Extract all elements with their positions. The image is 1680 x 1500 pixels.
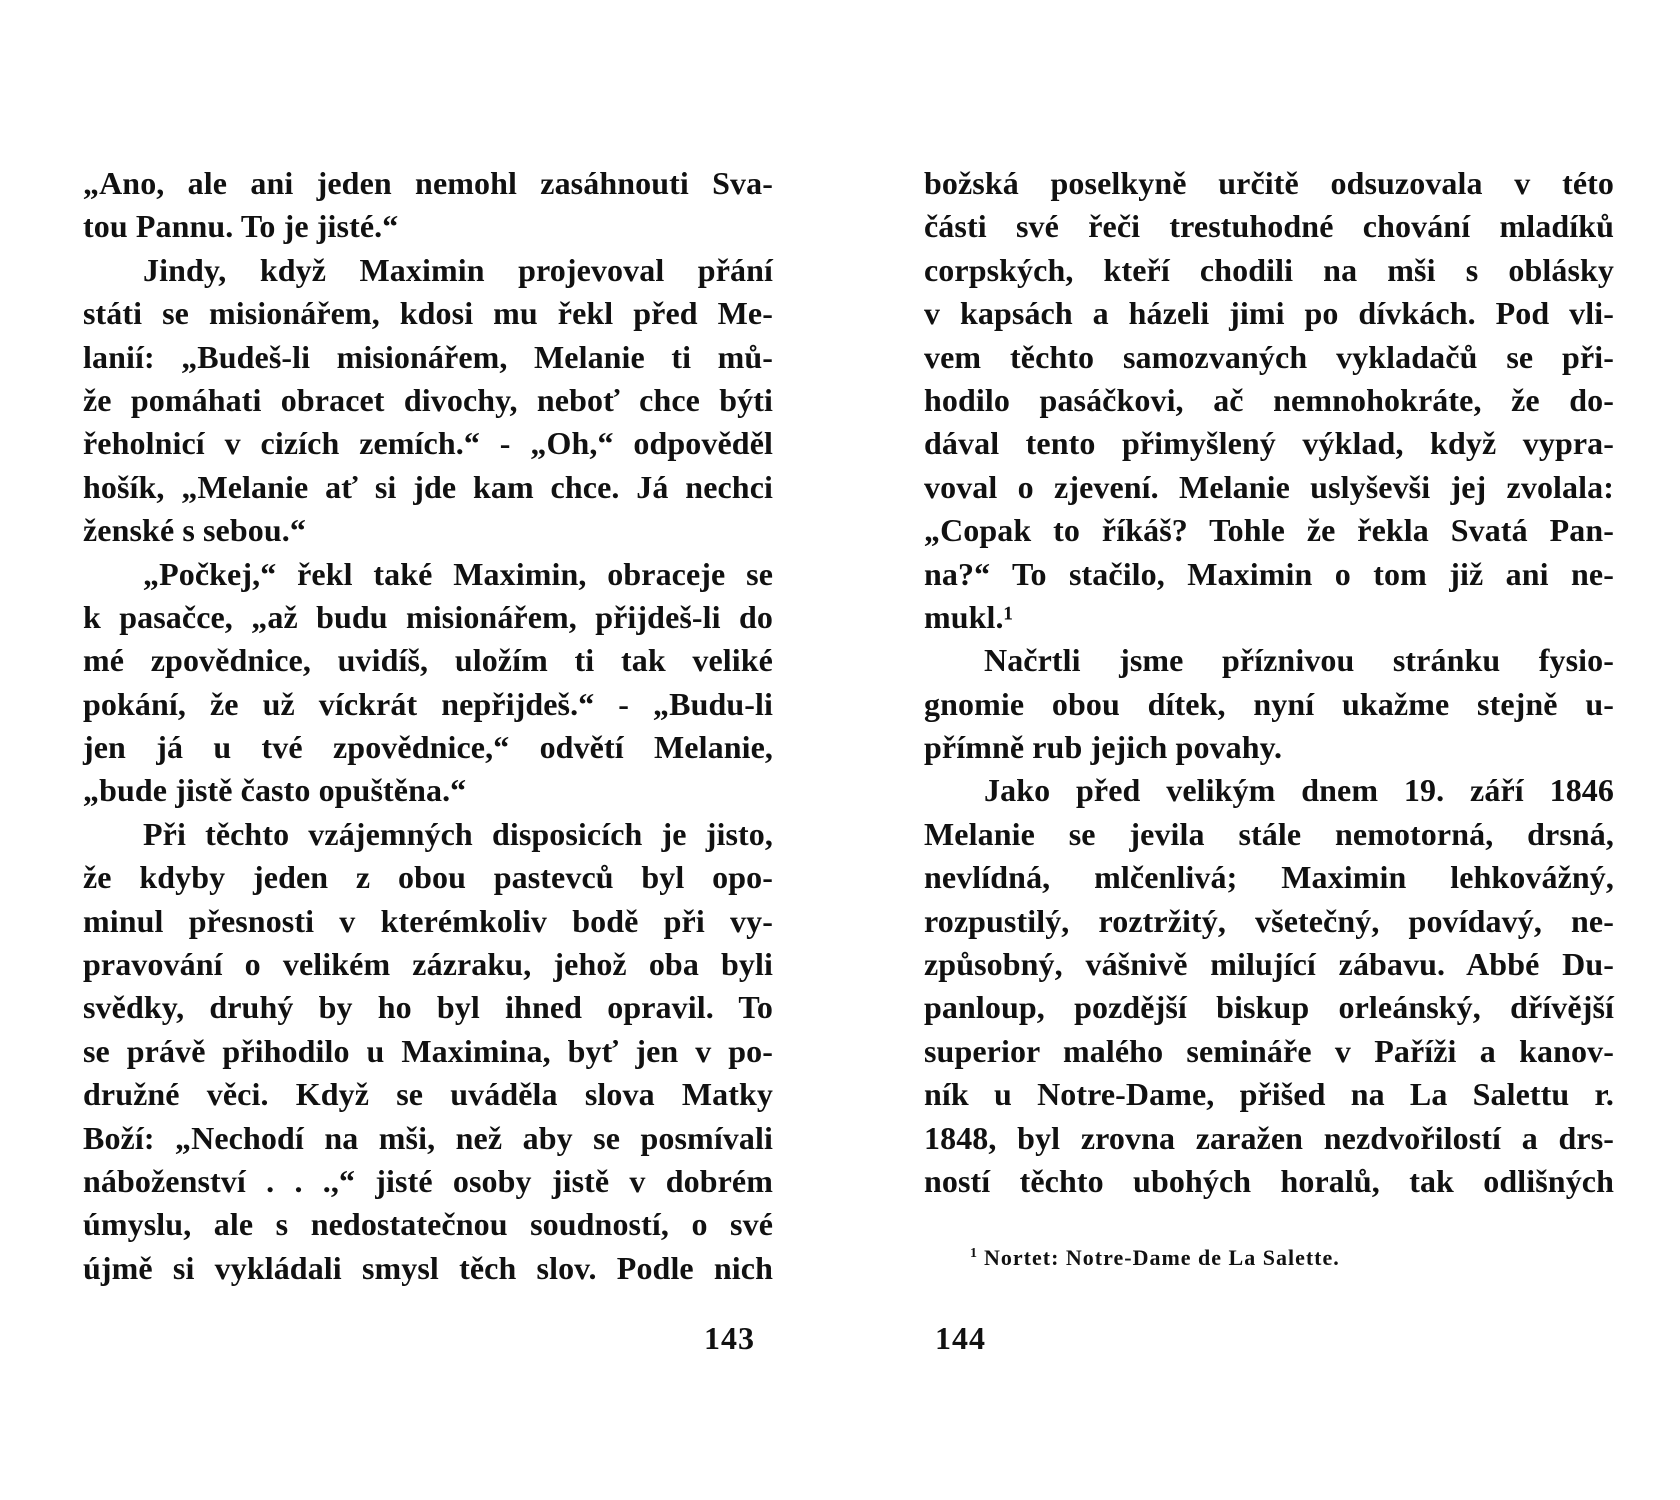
text-line: pravování o velikém zázraku, jehož oba byli bbox=[83, 946, 773, 983]
text-line: corpských, kteří chodili na mši s oblásky bbox=[924, 251, 1614, 288]
text-line: úmyslu, ale s nedostatečnou soudností, o své bbox=[83, 1206, 773, 1243]
text-line: božská poselkyně určitě odsuzovala v této bbox=[924, 165, 1614, 201]
text-line: hodilo pasáčkovi, ač nemnohokráte, že do- bbox=[924, 381, 1614, 418]
text-line: lanií: „Budeš-li misionářem, Melanie ti mů- bbox=[83, 338, 773, 375]
text-line: náboženství . . .,“ jisté osoby jistě v dobrém bbox=[83, 1162, 773, 1199]
text-line: superior malého semináře v Paříži a kanov- bbox=[924, 1032, 1614, 1069]
text-line: ností těchto ubohých horalů, tak odlišných bbox=[924, 1162, 1614, 1199]
text-line: 1848, byl zrovna zaražen nezdvořilostí a drs- bbox=[924, 1119, 1614, 1156]
text-line: Při těchto vzájemných disposicích je jisto, bbox=[143, 815, 773, 852]
text-line: nevlídná, mlčenlivá; Maximin lehkovážný, bbox=[924, 859, 1614, 896]
text-line: způsobný, vášnivě milující zábavu. Abbé Du- bbox=[924, 946, 1614, 983]
text-line: se právě přihodilo u Maximina, byť jen v po- bbox=[83, 1032, 773, 1069]
text-line: Melanie se jevila stále nemotorná, drsná, bbox=[924, 815, 1614, 852]
text-line: řeholnicí v cizích zemích.“ - „Oh,“ odpověděl bbox=[83, 425, 773, 462]
text-line: Jako před velikým dnem 19. září 1846 bbox=[984, 772, 1614, 809]
text-line: hošík, „Melanie ať si jde kam chce. Já nechci bbox=[83, 468, 773, 505]
text-line: gnomie obou dítek, nyní ukažme stejně u- bbox=[924, 685, 1614, 722]
text-line: voval o zjevení. Melanie uslyševši jej zvolala: bbox=[924, 468, 1614, 505]
text-line: „Copak to říkáš? Tohle že řekla Svatá Pan- bbox=[924, 512, 1614, 549]
text-line: „Počkej,“ řekl také Maximin, obraceje se bbox=[143, 555, 773, 592]
text-line: části své řeči trestuhodné chování mladíků bbox=[924, 208, 1614, 245]
text-line: újmě si vykládali smysl těch slov. Podle nich bbox=[83, 1249, 773, 1286]
text-line: „bude jistě často opuštěna.“ bbox=[83, 772, 467, 809]
text-line: na?“ To stačilo, Maximin o tom již ani ne- bbox=[924, 555, 1614, 592]
text-line: družné věci. Když se uváděla slova Matky bbox=[83, 1076, 773, 1113]
footnote bbox=[970, 1245, 1340, 1271]
page-number-right: 144 bbox=[935, 1320, 986, 1356]
footnote-marker: 1 bbox=[970, 1245, 978, 1261]
text-line: mé zpovědnice, uvidíš, uložím ti tak veliké bbox=[83, 642, 773, 679]
right-page-text bbox=[924, 162, 1614, 1203]
text-line: svědky, druhý by ho byl ihned opravil. To bbox=[83, 989, 773, 1026]
text-line: přímně rub jejich povahy. bbox=[924, 729, 1283, 766]
text-line: Načrtli jsme příznivou stránku fysio- bbox=[984, 642, 1614, 679]
text-line: minul přesnosti v kterémkoliv bodě při vy- bbox=[83, 902, 773, 939]
text-line: ník u Notre-Dame, přišed na La Salettu r. bbox=[924, 1076, 1614, 1113]
text-line: pokání, že už víckrát nepřijdeš.“ - „Budu-li bbox=[83, 685, 773, 722]
text-line: rozpustilý, roztržitý, všetečný, povídavý, ne- bbox=[924, 902, 1614, 939]
text-line: Jindy, když Maximin projevoval přání bbox=[143, 251, 773, 288]
text-line: vem těchto samozvaných vykladačů se při- bbox=[924, 338, 1614, 375]
text-line: k pasačce, „až budu misionářem, přijdeš-li do bbox=[83, 598, 773, 635]
text-line: „Ano, ale ani jeden nemohl zasáhnouti Sva- bbox=[83, 165, 773, 201]
text-line: že kdyby jeden z obou pastevců byl opo- bbox=[83, 859, 773, 896]
page-number-left: 143 bbox=[704, 1320, 755, 1356]
text-line: státi se misionářem, kdosi mu řekl před Me- bbox=[83, 295, 773, 332]
text-line: v kapsách a házeli jimi po dívkách. Pod vli- bbox=[924, 295, 1614, 332]
text-line: dával tento přimyšlený výklad, když vypra- bbox=[924, 425, 1614, 462]
text-line: Boží: „Nechodí na mši, než aby se posmívali bbox=[83, 1119, 773, 1156]
text-line: jen já u tvé zpovědnice,“ odvětí Melanie, bbox=[83, 729, 773, 766]
text-line: že pomáhati obracet divochy, neboť chce býti bbox=[83, 381, 773, 418]
footnote-text: Nortet: Notre-Dame de La Salette. bbox=[984, 1245, 1340, 1270]
text-line: panloup, pozdější biskup orleánský, dřívější bbox=[924, 989, 1614, 1026]
text-line: tou Pannu. To je jisté.“ bbox=[83, 208, 399, 245]
text-line: ženské s sebou.“ bbox=[83, 512, 306, 549]
text-line: mukl.¹ bbox=[924, 598, 1014, 635]
left-page-text bbox=[83, 162, 773, 1290]
